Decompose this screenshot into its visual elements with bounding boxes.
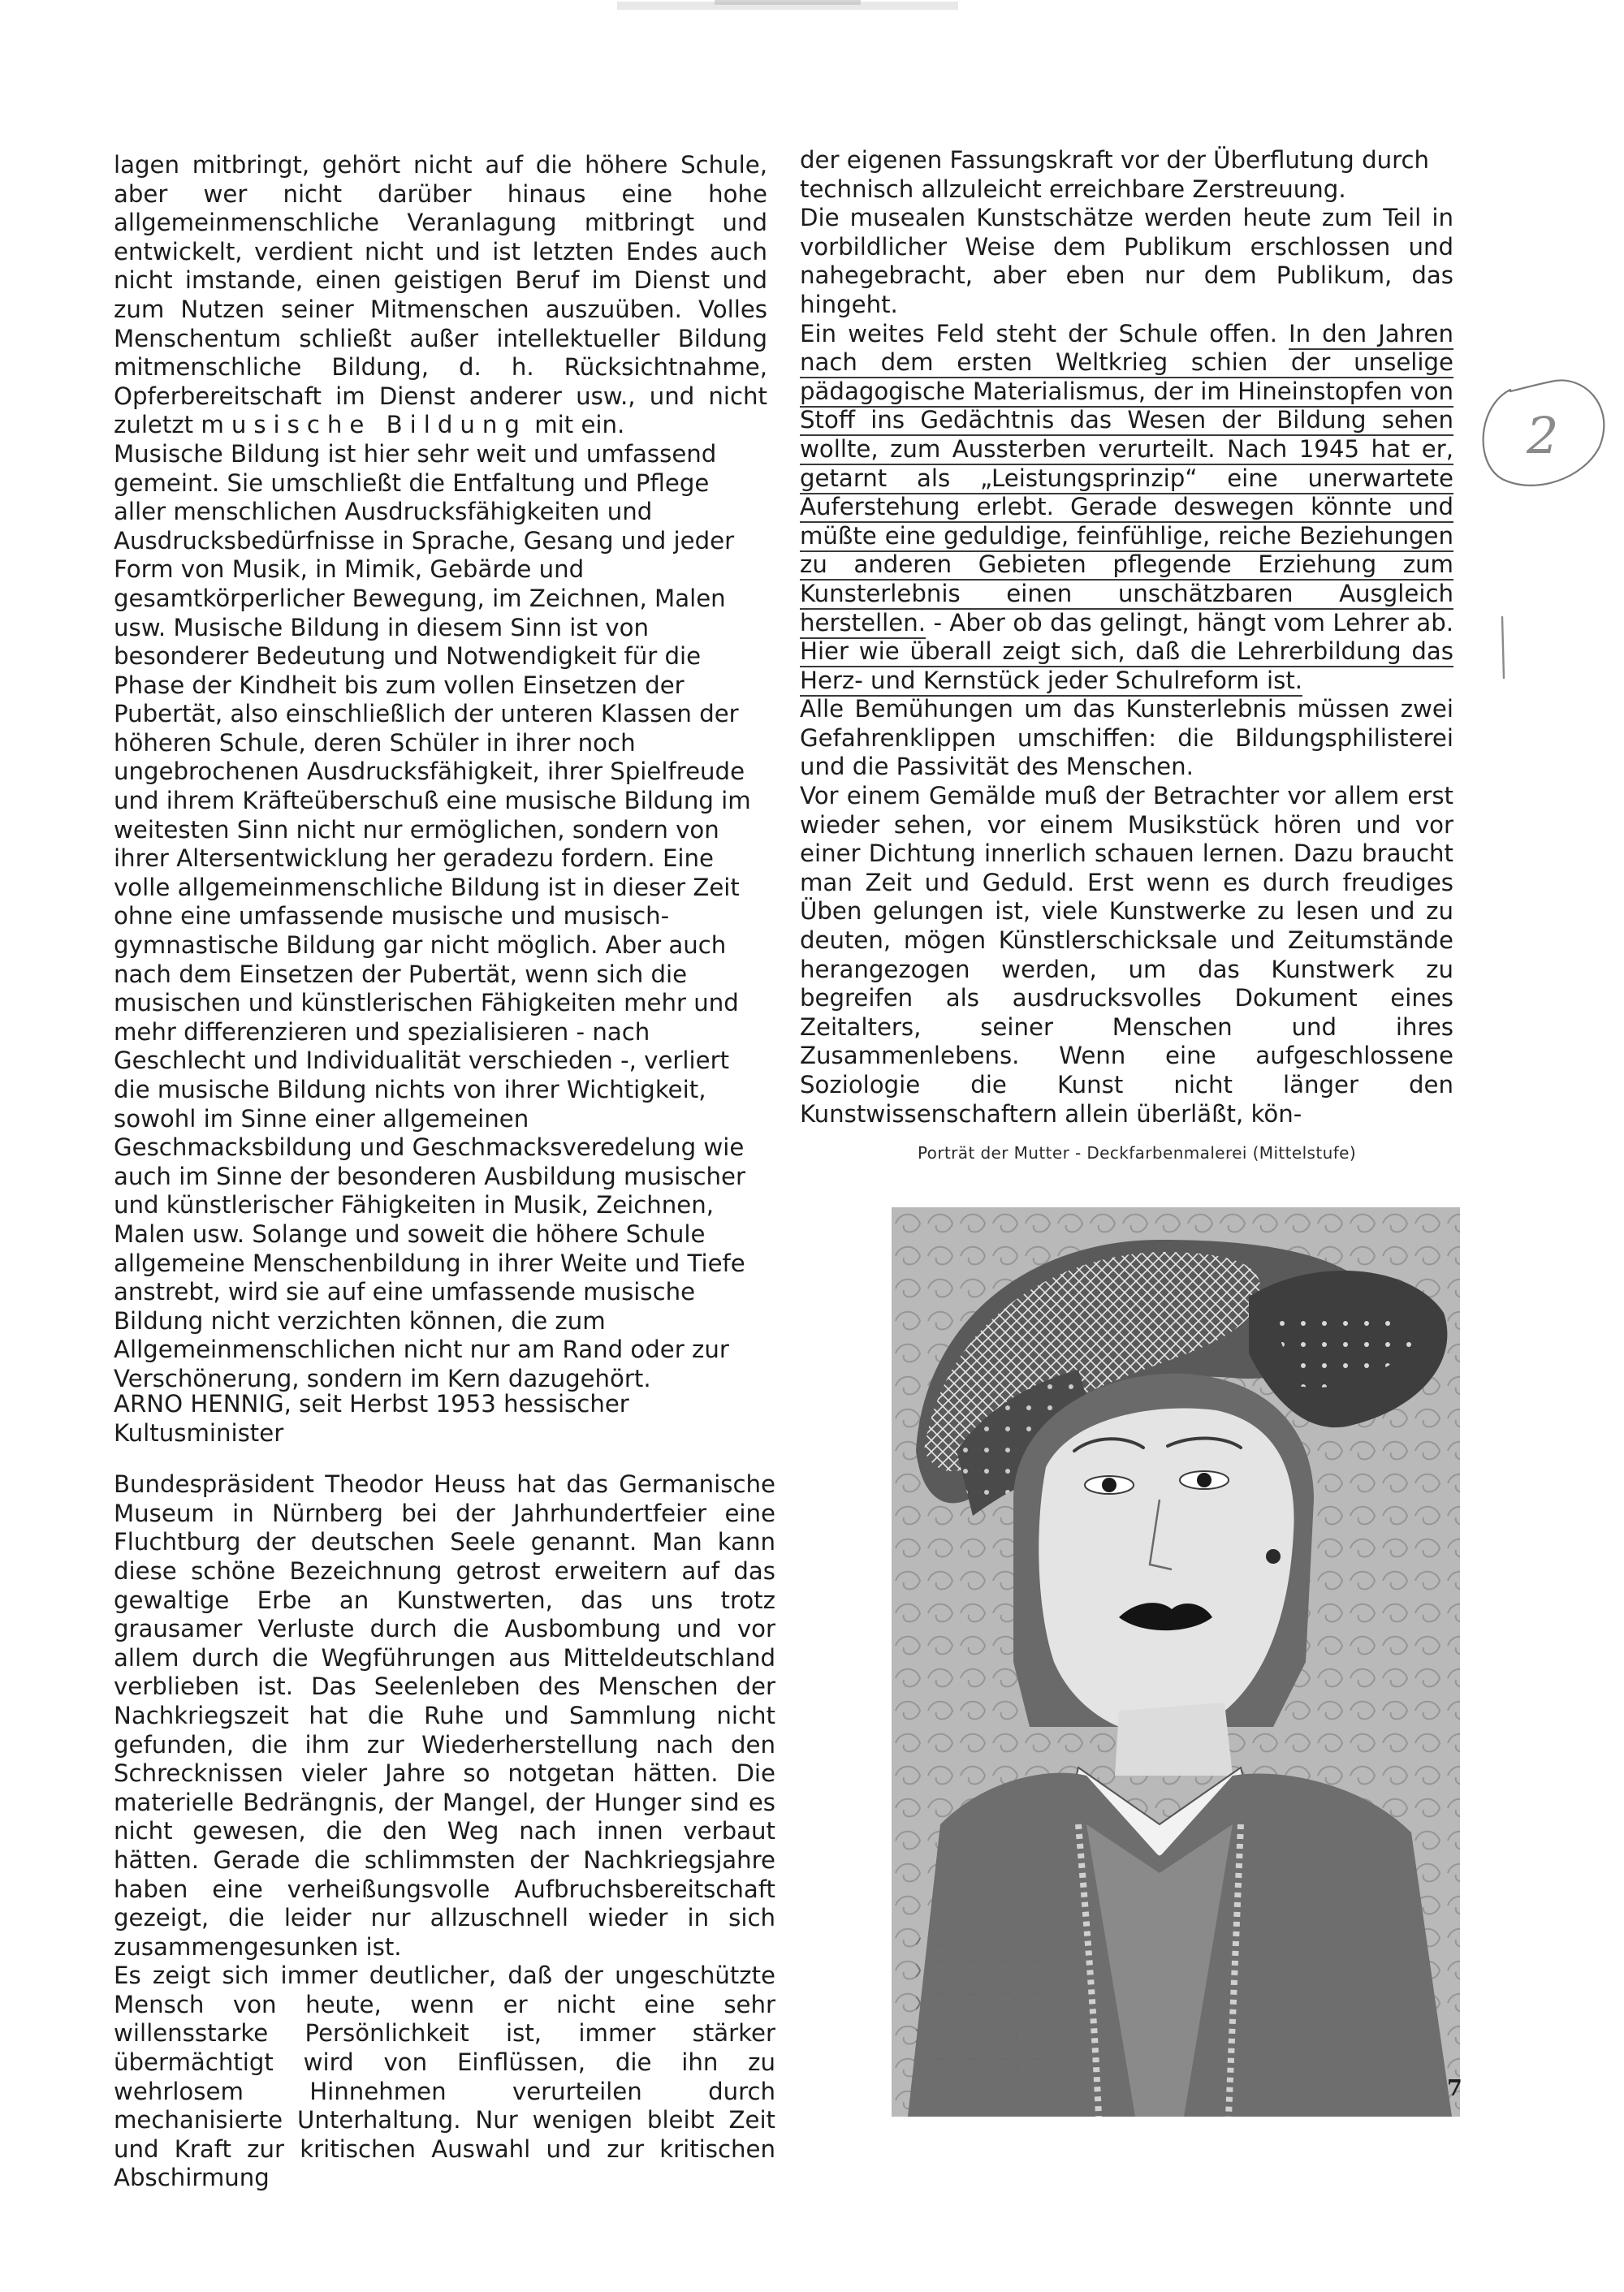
right-paragraph-5: Vor einem Gemälde muß der Betrachter vor allem erst wieder sehen, vor einem Musikstück hören und vor einer Dichtung innerlich schauen lernen. Dazu braucht man Zeit und Geduld. Erst wenn es durch freudiges Üben gelungen ist, viele Kunstwerke zu lesen und zu deuten, mögen Künstlerschicksale und Zeitumstände herangezogen werden, um das Kunstwerk zu begreifen als ausdrucksvolles Dokument eines Zeitalters, seiner Menschen und ihres Zusammenlebens. Wenn eine aufgeschlossene Soziologie die Kunst nicht länger den Kunstwissenschaftern allein überläßt, kön-	[800, 782, 1453, 1128]
figure-caption: Porträt der Mutter - Deckfarbenmalerei (Mittelstufe)	[917, 1143, 1357, 1163]
left-paragraph-2: Musische Bildung ist hier sehr weit und umfassend gemeint. Sie umschließt die Entfaltung und Pflege aller menschlichen Ausdrucksfähigkeiten und Ausdrucksbedürfnisse in Sprache, Gesang und jeder Form von Musik, in Mimik, Gebärde und gesamtkörperlicher Bewegung, im Zeichnen, Malen usw. Musische Bildung in diesem Sinn ist von besonderer Bedeutung und Notwendigkeit für die Phase der Kindheit bis zum vollen Einsetzen der Pubertät, also einschließlich der unteren Klassen der höheren Schule, deren Schüler in ihrer noch ungebrochenen Ausdrucksfähigkeit, ihrer Spielfreude und ihrem Kräfteüberschuß eine musische Bildung im weitesten Sinn nicht nur ermöglichen, sondern von ihrer Altersentwicklung her geradezu fordern. Eine volle allgemeinmenschliche Bildung ist in dieser Zeit ohne eine umfassende musische und musisch-gymnastische Bildung gar nicht möglich. Aber auch nach dem Einsetzen der Pubertät, wenn sich die musischen und künstlerischen Fähigkeiten mehr und mehr differenzieren und spezialisieren - nach Geschlecht und Individualität verschieden -, verliert die musische Bildung nichts von ihrer Wichtigkeit, sowohl im Sinne einer allgemeinen Geschmacksbildung und Geschmacksveredelung wie auch im Sinne der besonderen Ausbildung musischer und künstlerischer Fähigkeiten in Musik, Zeichnen, Malen usw. Solange und soweit die höhere Schule allgemeine Menschenbildung in ihrer Weite und Tiefe anstrebt, wird sie auf eine umfassende musische Bildung nicht verzichten können, die zum Allgemeinmenschlichen nicht nur am Rand oder zur Verschönerung, sondern im Kern dazugehört.	[114, 439, 751, 1392]
handwritten-number: 2	[1527, 406, 1559, 465]
author-line: ARNO HENNIG, seit Herbst 1953 hessischer Kultusminister	[114, 1390, 629, 1447]
page-number: 7	[1447, 2076, 1462, 2101]
spaced-emphasis: musische Bildung	[201, 411, 527, 439]
article-paragraph-2: Es zeigt sich immer deutlicher, daß der ungeschützte Mensch von heute, wenn er nicht eine sehr willensstarke Persönlichkeit ist, immer stärker übermächtigt wird von Einflüssen, die ihn zu wehrlosem Hinnehmen verurteilen durch mechanisierte Unterhaltung. Nur wenigen bleibt Zeit und Kraft zur kritischen Auswahl und zur kritischen Abschirmung	[114, 1962, 775, 2192]
right-paragraph-3	[800, 320, 1453, 696]
left-column	[114, 151, 767, 1394]
scan-edge-mark	[617, 0, 958, 19]
right-paragraph-3-mid: - Aber ob das gelingt, hängt vom Lehrer ab.	[933, 608, 1453, 637]
left-paragraph-1	[114, 151, 767, 440]
underlined-passage-2: Hier wie überall zeigt sich, daß die Lehrerbildung das Herz- und Kernstück jeder Schulreform ist.	[800, 637, 1453, 697]
right-column	[800, 146, 1453, 1129]
left-paragraph-1-end: mit ein.	[534, 411, 625, 439]
right-paragraph-4: Alle Bemühungen um das Kunsterlebnis müssen zwei Gefahrenklippen umschiffen: die Bildungsphilisterei und die Passivität des Menschen.	[800, 695, 1453, 781]
right-paragraph-3-lead: Ein weites Feld steht der Schule offen.	[800, 319, 1277, 347]
article-paragraph-1: Bundespräsident Theodor Heuss hat das Germanische Museum in Nürnberg bei der Jahrhundertfeier eine Fluchtburg der deutschen Seele genannt. Man kann diese schöne Bezeichnung getrost erweitern auf das gewaltige Erbe an Kunstwerten, das uns trotz grausamer Verluste durch die Ausbombung und vor allem durch die Wegführungen aus Mitteldeutschland verblieben ist. Das Seelenleben des Menschen der Nachkriegszeit hat die Ruhe und Sammlung nicht gefunden, die ihm zur Wiederherstellung nach den Schrecknissen vieler Jahre so notgetan hätten. Die materielle Bedrängnis, der Mangel, der Hunger sind es nicht gewesen, die den Weg nach innen verbaut hätten. Gerade die schlimmsten der Nachkriegsjahre haben eine verheißungsvolle Aufbruchsbereitschaft gezeigt, die leider nur allzuschnell wieder in sich zusammengesunken ist.	[114, 1470, 775, 1961]
right-paragraph-2: Die musealen Kunstschätze werden heute zum Teil in vorbildlicher Weise dem Publikum erschlossen und nahegebracht, aber eben nur dem Publikum, das hingeht.	[800, 204, 1453, 318]
right-paragraph-1: der eigenen Fassungskraft vor der Überflutung durch technisch allzuleicht erreichbare Zerstreuung.	[800, 146, 1430, 203]
left-paragraph-1-text: lagen mitbringt, gehört nicht auf die höhere Schule, aber wer nicht darüber hinaus eine hohe allgemeinmenschliche Veranlagung mitbringt und entwickelt, verdient nicht und ist letzten Endes auch nicht imstande, einen geistigen Beruf im Dienst und zum Nutzen seiner Mitmenschen auszuüben. Volles Menschentum schließt außer intellektueller Bildung mitmenschliche Bildung, d. h. Rücksichtnahme, Opferbereitschaft im Dienst anderer usw., und nicht zuletzt	[114, 151, 767, 439]
portrait-painting	[892, 1207, 1460, 2117]
lower-left-article	[114, 1390, 775, 2193]
underlined-passage: In den Jahren nach dem ersten Weltkrieg schien der unselige pädagogische Materialismus, der im Hineinstopfen von Stoff ins Gedächtnis das Wesen der Bildung sehen wollte, zum Aussterben verurteilt. Nach 1945 hat er, getarnt als „Leistungsprinzip“ eine unerwartete Auferstehung erlebt. Gerade deswegen könnte und müßte eine geduldige, feinfühlige, reiche Beziehungen zu anderen Gebieten pflegende Erziehung zum Kunsterlebnis einen unschätzbaren Ausgleich herstellen.	[800, 320, 1453, 639]
handwritten-annotation	[1462, 357, 1624, 698]
